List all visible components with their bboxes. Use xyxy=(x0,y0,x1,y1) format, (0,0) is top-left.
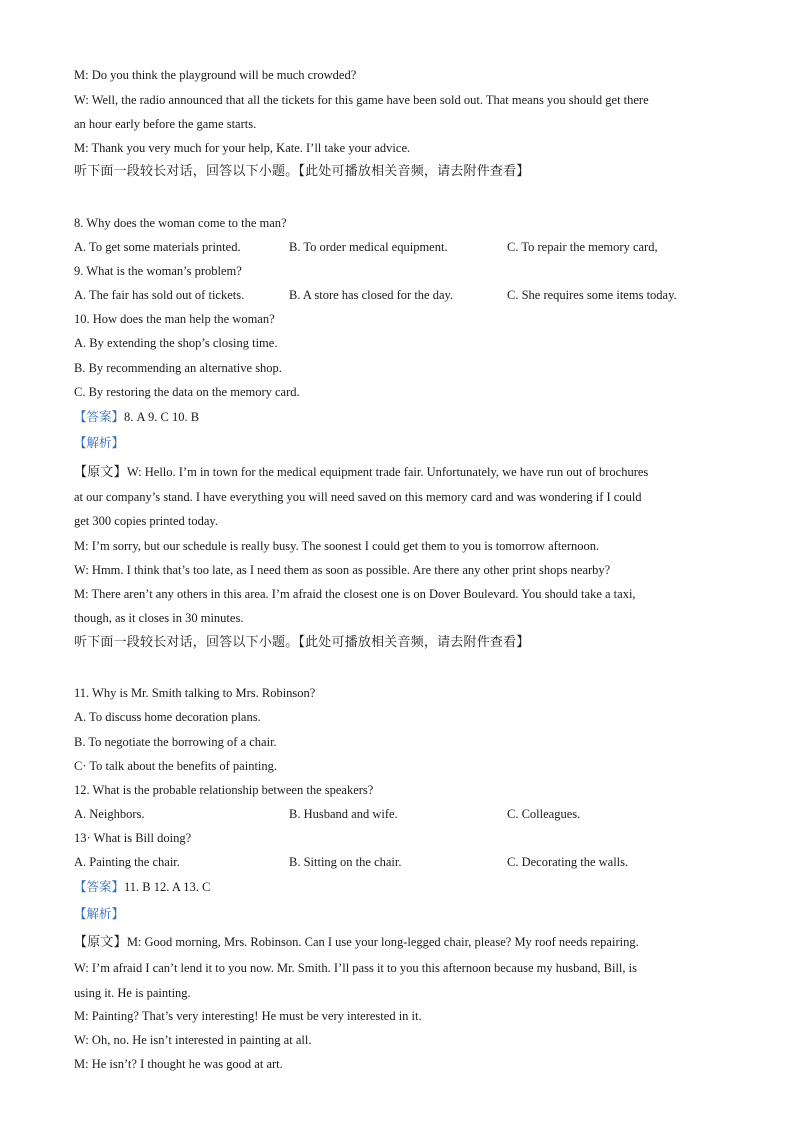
transcript-line xyxy=(74,933,639,952)
analysis-tag: 【解析】 xyxy=(74,435,125,450)
question-11: 11. Why is Mr. Smith talking to Mrs. Robinson? xyxy=(74,686,316,700)
transcript-line: W: Oh, no. He isn’t interested in painting at all. xyxy=(74,1033,312,1047)
option-b: B. To order medical equipment. xyxy=(289,240,448,254)
original-tag: 【原文】 xyxy=(74,935,127,950)
option-b: B. Husband and wife. xyxy=(289,807,398,821)
dialog-line: M: Thank you very much for your help, Kate. I’ll take your advice. xyxy=(74,141,411,155)
answer-line xyxy=(74,408,199,426)
dialog-line: an hour early before the game starts. xyxy=(74,117,257,131)
transcript-line: M: I’m sorry, but our schedule is really busy. The soonest I could get them to you is tomorrow afternoon. xyxy=(74,539,600,553)
option-a: A. By extending the shop’s closing time. xyxy=(74,336,278,350)
option-c: C. Colleagues. xyxy=(507,807,581,821)
dialog-line: W: Well, the radio announced that all the tickets for this game have been sold out. That means you should get there xyxy=(74,93,649,107)
option-c: C. She requires some items today. xyxy=(507,288,677,302)
transcript-line: at our company’s stand. I have everything you will need saved on this memory card and was wondering if I could xyxy=(74,490,642,504)
option-c: C. Decorating the walls. xyxy=(507,855,629,869)
option-c: C. To repair the memory card, xyxy=(507,240,658,254)
transcript-line: W: I’m afraid I can’t lend it to you now. Mr. Smith. I’ll pass it to you this afternoon because my husband, Bill, is xyxy=(74,961,637,975)
option-a: A. To get some materials printed. xyxy=(74,240,241,254)
answer-text: 11. B 12. A 13. C xyxy=(124,880,211,894)
listening-instruction: 听下面一段较长对话，回答以下小题。【此处可播放相关音频，请去附件查看】 xyxy=(74,635,530,650)
transcript-line: W: Hmm. I think that’s too late, as I need them as soon as possible. Are there any other print shops nearby? xyxy=(74,563,611,577)
listening-instruction: 听下面一段较长对话，回答以下小题。【此处可播放相关音频，请去附件查看】 xyxy=(74,164,530,179)
option-a: A. Painting the chair. xyxy=(74,855,180,869)
option-b: B. To negotiate the borrowing of a chair. xyxy=(74,735,277,749)
question-13: 13· What is Bill doing? xyxy=(74,831,192,845)
answer-text: 8. A 9. C 10. B xyxy=(124,410,200,424)
option-b: B. Sitting on the chair. xyxy=(289,855,402,869)
transcript-text: W: Hello. I’m in town for the medical equipment trade fair. Unfortunately, we have run out of brochures xyxy=(126,465,649,479)
question-8: 8. Why does the woman come to the man? xyxy=(74,216,287,230)
option-c: C· To talk about the benefits of painting. xyxy=(74,759,278,773)
option-a: A. The fair has sold out of tickets. xyxy=(74,288,245,302)
option-c: C. By restoring the data on the memory card. xyxy=(74,385,300,399)
option-a: A. To discuss home decoration plans. xyxy=(74,710,261,724)
transcript-line xyxy=(74,463,648,482)
answer-tag: 【答案】 xyxy=(74,409,125,424)
answer-line xyxy=(74,878,210,896)
transcript-line: M: There aren’t any others in this area. I’m afraid the closest one is on Dover Boulevard. You should take a taxi, xyxy=(74,587,636,601)
transcript-line: get 300 copies printed today. xyxy=(74,514,218,528)
question-12: 12. What is the probable relationship between the speakers? xyxy=(74,783,374,797)
transcript-line: though, as it closes in 30 minutes. xyxy=(74,611,244,625)
option-b: B. A store has closed for the day. xyxy=(289,288,454,302)
transcript-line: M: He isn’t? I thought he was good at art. xyxy=(74,1057,283,1071)
option-b: B. By recommending an alternative shop. xyxy=(74,361,282,375)
transcript-line: using it. He is painting. xyxy=(74,986,191,1000)
transcript-line: M: Painting? That’s very interesting! He must be very interested in it. xyxy=(74,1009,422,1023)
question-10: 10. How does the man help the woman? xyxy=(74,312,275,326)
analysis-tag: 【解析】 xyxy=(74,906,125,921)
question-9: 9. What is the woman’s problem? xyxy=(74,264,242,278)
transcript-text: M: Good morning, Mrs. Robinson. Can I use your long-legged chair, please? My roof needs repairing. xyxy=(126,935,639,949)
option-a: A. Neighbors. xyxy=(74,807,145,821)
dialog-line: M: Do you think the playground will be much crowded? xyxy=(74,68,357,82)
answer-tag: 【答案】 xyxy=(74,879,125,894)
original-tag: 【原文】 xyxy=(74,465,127,480)
